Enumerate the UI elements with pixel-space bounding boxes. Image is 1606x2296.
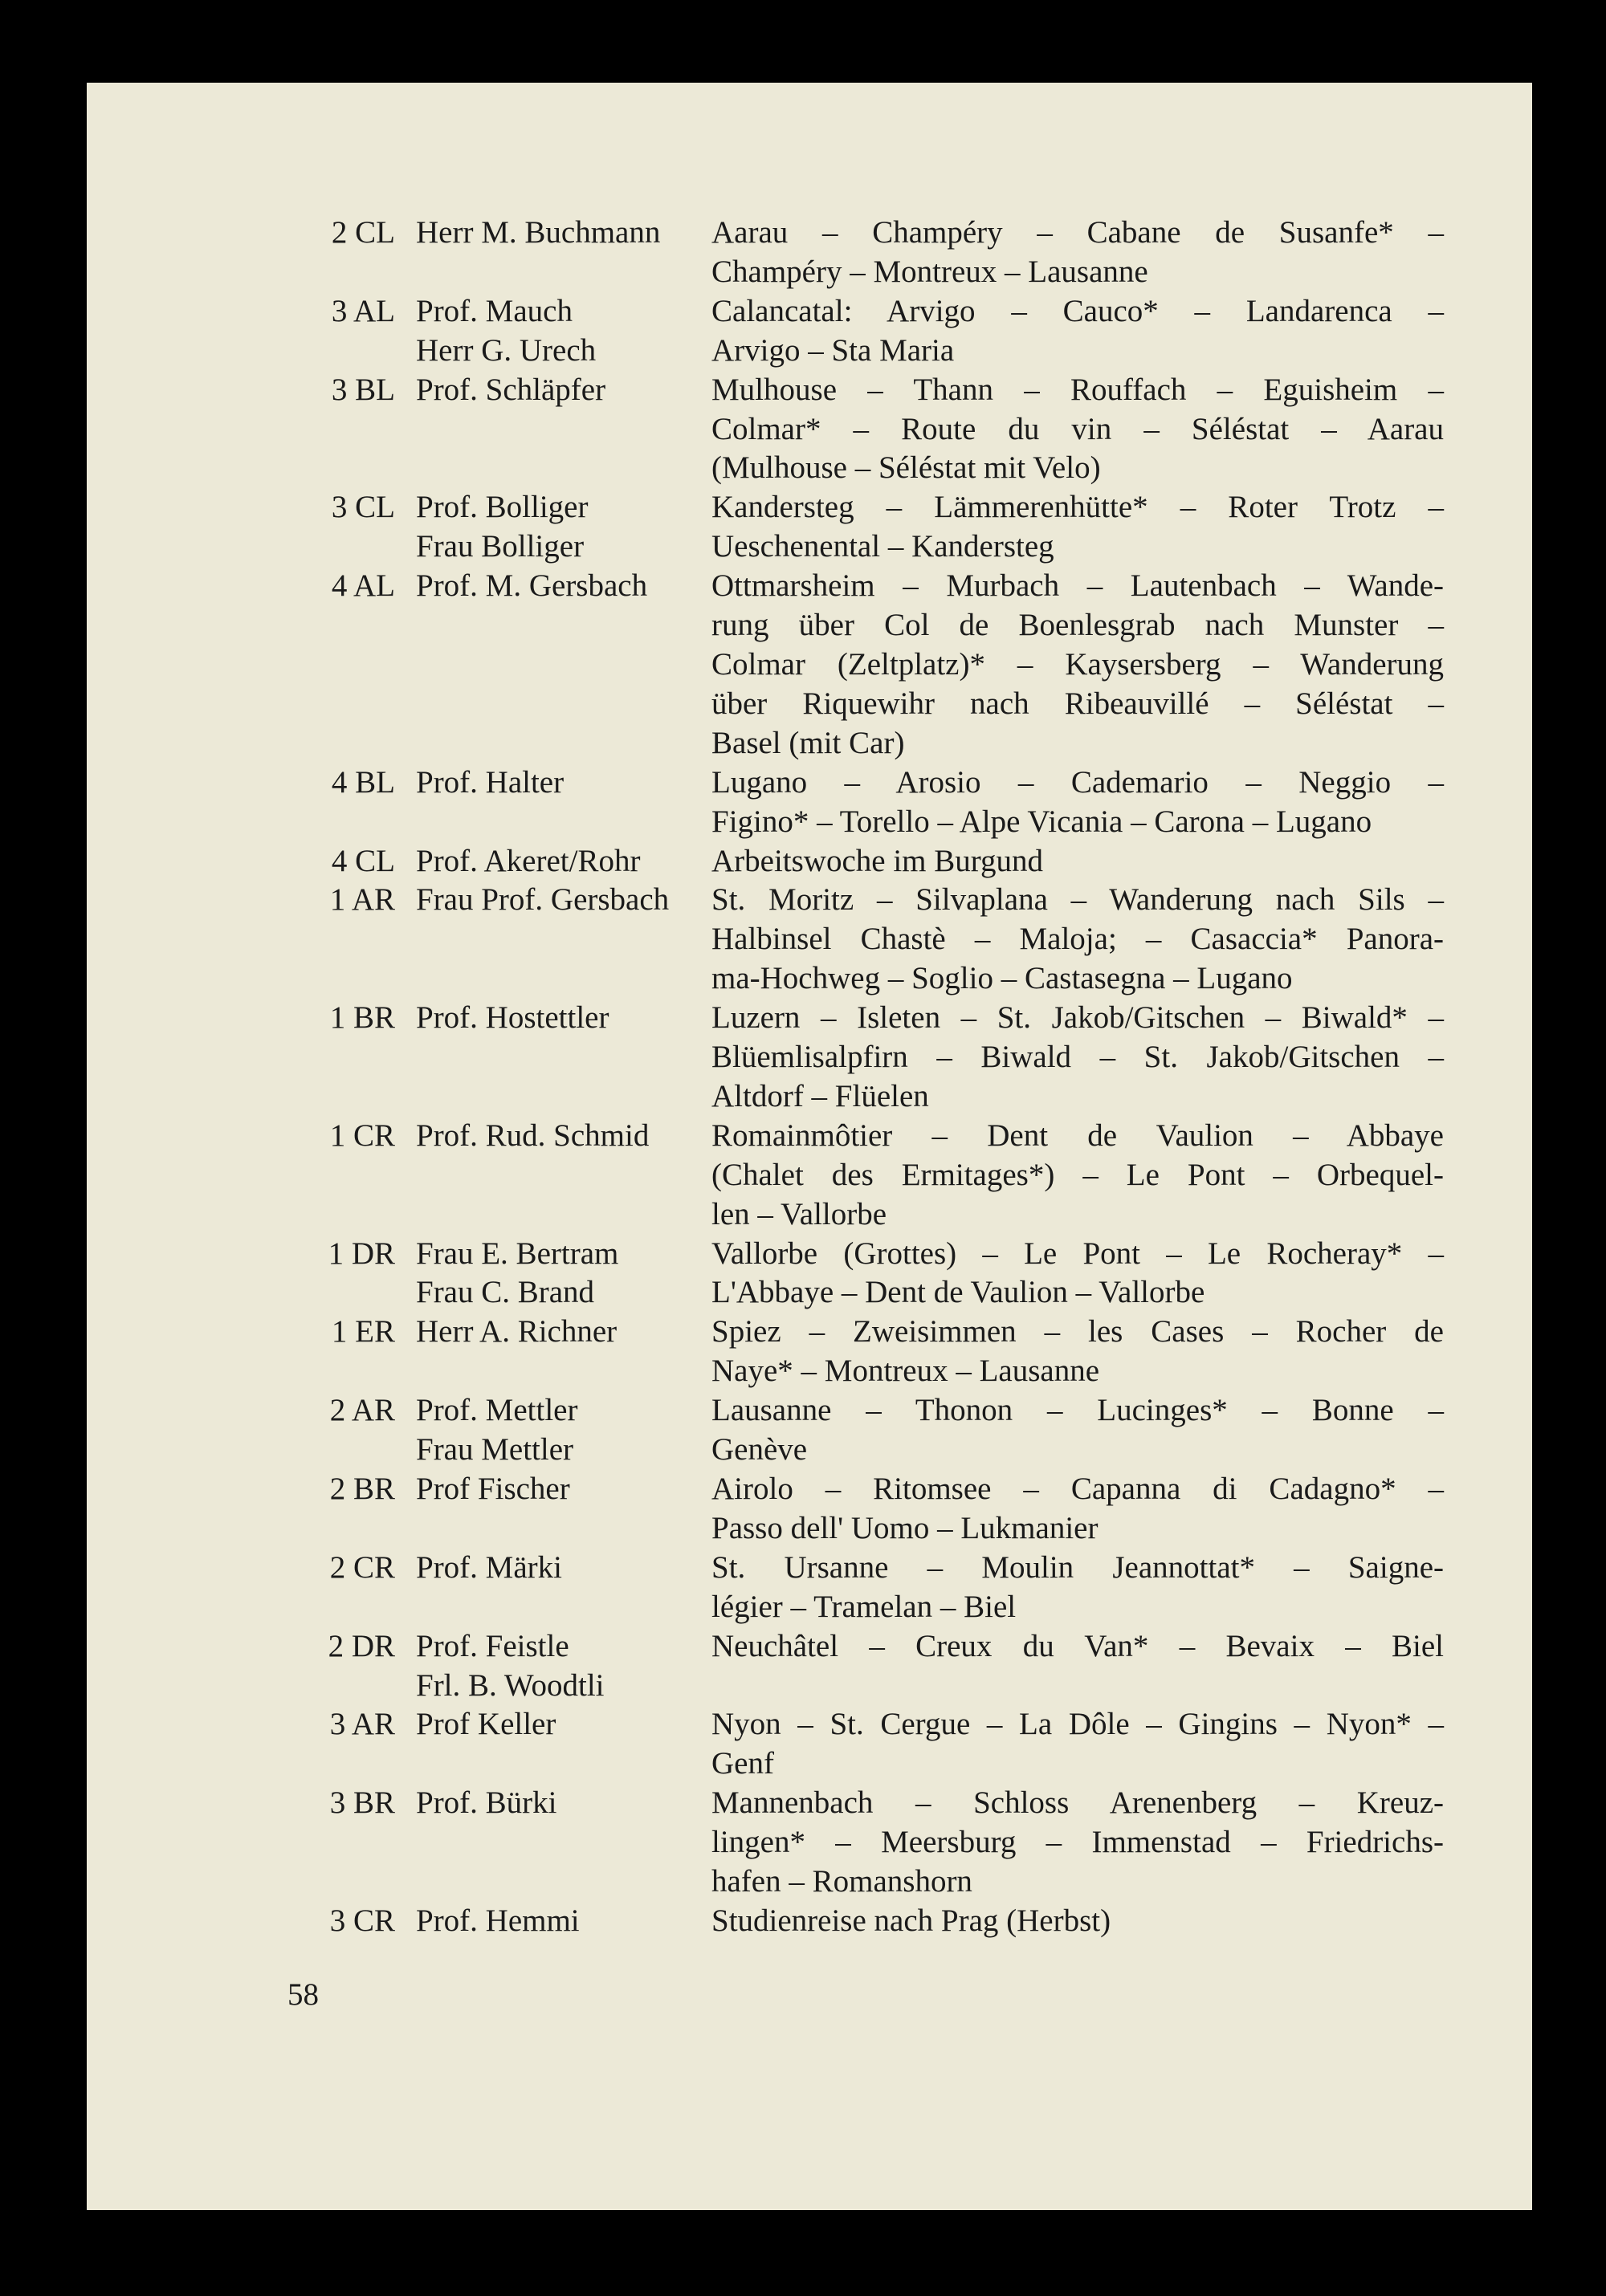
route-description: [711, 999, 1444, 1117]
route-description: [711, 1549, 1444, 1627]
class-label: 3 AR: [329, 1707, 395, 1742]
route-line: Mulhouse – Thann – Rouffach – Eguisheim –: [711, 372, 1444, 407]
class-label: 1 BR: [329, 1000, 395, 1036]
route-line: Vallorbe (Grottes) – Le Pont – Le Rocheray* –: [711, 1236, 1444, 1271]
class-label: 2 AR: [329, 1393, 395, 1428]
class-label: 2 CL: [331, 215, 395, 250]
route-line: Neuchâtel – Creux du Van* – Bevaix – Biel: [711, 1628, 1444, 1663]
route-description: [711, 1705, 1444, 1784]
route-line: [711, 1667, 1444, 1706]
route-description: [711, 214, 1444, 292]
excursion-entry: [287, 842, 1540, 881]
teacher-name: Prof. Schläpfer: [416, 372, 606, 407]
route-line: Ottmarsheim – Murbach – Lautenbach – Wande-: [711, 568, 1444, 604]
route-line: lingen* – Meersburg – Immenstad – Friedrichs-: [711, 1825, 1444, 1860]
document-page: [87, 83, 1532, 2210]
teacher-name: Prof. Rud. Schmid: [416, 1117, 650, 1153]
route-line: Ueschenental – Kandersteg: [711, 529, 1054, 564]
class-label: 3 BL: [331, 372, 395, 407]
route-line: Studienreise nach Prag (Herbst): [711, 1903, 1111, 1938]
excursion-entry: [287, 1235, 1540, 1313]
class-label: 3 CR: [329, 1903, 395, 1938]
teacher-names: [395, 488, 711, 567]
route-description: [711, 1313, 1444, 1391]
route-line: ma-Hochweg – Soglio – Castasegna – Lugano: [711, 961, 1293, 996]
route-line: hafen – Romanshorn: [711, 1864, 972, 1899]
teacher-names: [395, 1235, 711, 1313]
route-description: [711, 1391, 1444, 1470]
excursion-entry: [287, 1470, 1540, 1549]
route-description: [711, 1117, 1444, 1235]
class-label: 3 BR: [329, 1785, 395, 1821]
route-line: St. Moritz – Silvaplana – Wanderung nach Sils –: [711, 882, 1444, 918]
teacher-name: Frau Bolliger: [416, 529, 585, 564]
route-line: Halbinsel Chastè – Maloja; – Casaccia* Panora-: [711, 922, 1444, 957]
teacher-names: [395, 1902, 711, 1941]
class-label: 2 CR: [329, 1549, 395, 1585]
route-description: [711, 763, 1444, 842]
teacher-name: Frau Prof. Gersbach: [416, 882, 670, 918]
teacher-name: Prof Keller: [416, 1707, 556, 1742]
excursion-entry: [287, 1313, 1540, 1391]
route-description: [711, 292, 1444, 371]
excursion-entry: [287, 1627, 1540, 1706]
route-line: St. Ursanne – Moulin Jeannottat* – Saigne-: [711, 1549, 1444, 1585]
teacher-name: Prof. M. Gersbach: [416, 568, 648, 604]
route-description: [711, 1235, 1444, 1313]
route-line: rung über Col de Boenlesgrab nach Munster –: [711, 608, 1444, 643]
teacher-name: Herr G. Urech: [416, 332, 597, 368]
route-line: Mannenbach – Schloss Arenenberg – Kreuz-: [711, 1785, 1444, 1821]
route-description: [711, 488, 1444, 567]
class-label: 4 BL: [331, 764, 395, 800]
route-line: Naye* – Montreux – Lausanne: [711, 1354, 1100, 1389]
route-description: [711, 881, 1444, 999]
teacher-names: [395, 371, 711, 489]
class-label: 1 CR: [329, 1117, 395, 1153]
excursion-list: [287, 214, 1540, 1941]
teacher-names: [395, 1784, 711, 1902]
excursion-entry: [287, 1117, 1540, 1235]
route-line: Lausanne – Thonon – Lucinges* – Bonne –: [711, 1393, 1444, 1428]
teacher-name: Prof. Hostettler: [416, 1000, 609, 1036]
teacher-names: [395, 292, 711, 371]
route-line: über Riquewihr nach Ribeauvillé – Séléstat –: [711, 686, 1444, 721]
class-label: 4 AL: [331, 568, 395, 604]
route-line: Airolo – Ritomsee – Capanna di Cadagno* –: [711, 1472, 1444, 1506]
route-line: Genf: [711, 1746, 774, 1781]
teacher-names: [395, 214, 711, 292]
route-line: Colmar (Zeltplatz)* – Kaysersberg – Wanderung: [711, 646, 1444, 682]
class-label: 2 DR: [328, 1628, 395, 1663]
teacher-names: [395, 567, 711, 763]
excursion-entry: [287, 881, 1540, 999]
teacher-name: Prof. Märki: [416, 1549, 562, 1585]
teacher-names: [395, 1391, 711, 1470]
route-description: [711, 371, 1444, 489]
route-description: [711, 1627, 1444, 1706]
excursion-entry: [287, 567, 1540, 763]
route-line: Basel (mit Car): [711, 725, 905, 760]
class-label: 4 CL: [331, 843, 395, 878]
teacher-names: [395, 1705, 711, 1784]
route-description: [711, 567, 1444, 763]
route-line: Nyon – St. Cergue – La Dôle – Gingins – Nyon* –: [711, 1707, 1444, 1742]
page-number: 58: [287, 1977, 319, 2012]
teacher-name: Prof. Mauch: [416, 293, 573, 328]
class-label: 1 DR: [328, 1236, 395, 1271]
teacher-names: [395, 1627, 711, 1706]
excursion-entry: [287, 214, 1540, 292]
excursion-entry: [287, 488, 1540, 567]
excursion-entry: [287, 763, 1540, 842]
excursion-entry: [287, 1705, 1540, 1784]
class-label: 2 BR: [329, 1472, 395, 1506]
teacher-names: [395, 1313, 711, 1391]
route-line: Calancatal: Arvigo – Cauco* – Landarenca –: [711, 293, 1444, 328]
route-line: Passo dell' Uomo – Lukmanier: [711, 1510, 1099, 1545]
excursion-entry: [287, 999, 1540, 1117]
teacher-name: Herr M. Buchmann: [416, 215, 661, 250]
route-description: [711, 1784, 1444, 1902]
route-line: Aarau – Champéry – Cabane de Susanfe* –: [711, 215, 1444, 250]
route-line: Colmar* – Route du vin – Séléstat – Aarau: [711, 411, 1444, 446]
teacher-name: Frl. B. Woodtli: [416, 1667, 605, 1703]
teacher-name: Prof. Bürki: [416, 1785, 557, 1821]
route-line: (Chalet des Ermitages*) – Le Pont – Orbequel-: [711, 1157, 1444, 1192]
teacher-name: Frau C. Brand: [416, 1275, 595, 1310]
route-description: [711, 1470, 1444, 1549]
teacher-name: Frau E. Bertram: [416, 1236, 619, 1271]
route-line: Arvigo – Sta Maria: [711, 332, 955, 368]
teacher-name: Prof. Hemmi: [416, 1903, 580, 1938]
route-line: Altdorf – Flüelen: [711, 1078, 929, 1113]
teacher-names: [395, 1117, 711, 1235]
teacher-name: Herr A. Richner: [416, 1314, 618, 1350]
class-label: 3 CL: [331, 490, 395, 525]
route-line: Figino* – Torello – Alpe Vicania – Carona – Lugano: [711, 804, 1372, 839]
teacher-name: Prof. Bolliger: [416, 490, 589, 525]
teacher-name: Prof. Feistle: [416, 1628, 569, 1663]
route-line: Champéry – Montreux – Lausanne: [711, 254, 1148, 289]
excursion-entry: [287, 1902, 1540, 1941]
excursion-entry: [287, 1391, 1540, 1470]
teacher-name: Prof. Akeret/Rohr: [416, 843, 641, 878]
class-label: 1 ER: [331, 1314, 395, 1350]
route-line: len – Vallorbe: [711, 1196, 887, 1231]
excursion-entry: [287, 371, 1540, 489]
teacher-names: [395, 842, 711, 881]
route-line: légier – Tramelan – Biel: [711, 1589, 1017, 1624]
teacher-names: [395, 999, 711, 1117]
teacher-names: [395, 1549, 711, 1627]
teacher-name: Frau Mettler: [416, 1432, 574, 1468]
excursion-entry: [287, 292, 1540, 371]
class-label: 3 AL: [331, 293, 395, 328]
route-line: Arbeitswoche im Burgund: [711, 843, 1044, 878]
excursion-entry: [287, 1549, 1540, 1627]
teacher-name: Prof. Mettler: [416, 1393, 578, 1428]
teacher-names: [395, 881, 711, 999]
teacher-name: Prof Fischer: [416, 1472, 570, 1506]
teacher-name: Prof. Halter: [416, 764, 565, 800]
excursion-entry: [287, 1784, 1540, 1902]
route-line: Luzern – Isleten – St. Jakob/Gitschen – Biwald* –: [711, 1000, 1444, 1036]
class-label: 1 AR: [329, 882, 395, 918]
teacher-names: [395, 763, 711, 842]
route-line: Romainmôtier – Dent de Vaulion – Abbaye: [711, 1117, 1444, 1153]
route-line: Lugano – Arosio – Cademario – Neggio –: [711, 764, 1444, 800]
teacher-names: [395, 1470, 711, 1549]
route-line: Spiez – Zweisimmen – les Cases – Rocher de: [711, 1314, 1444, 1350]
route-description: [711, 1902, 1444, 1941]
route-line: L'Abbaye – Dent de Vaulion – Vallorbe: [711, 1275, 1205, 1310]
route-line: Kandersteg – Lämmerenhütte* – Roter Trotz –: [711, 490, 1444, 525]
route-line: Genève: [711, 1432, 808, 1468]
route-description: [711, 842, 1444, 881]
route-line: Blüemlisalpfirn – Biwald – St. Jakob/Gitschen –: [711, 1040, 1444, 1075]
route-line: (Mulhouse – Séléstat mit Velo): [711, 450, 1101, 486]
